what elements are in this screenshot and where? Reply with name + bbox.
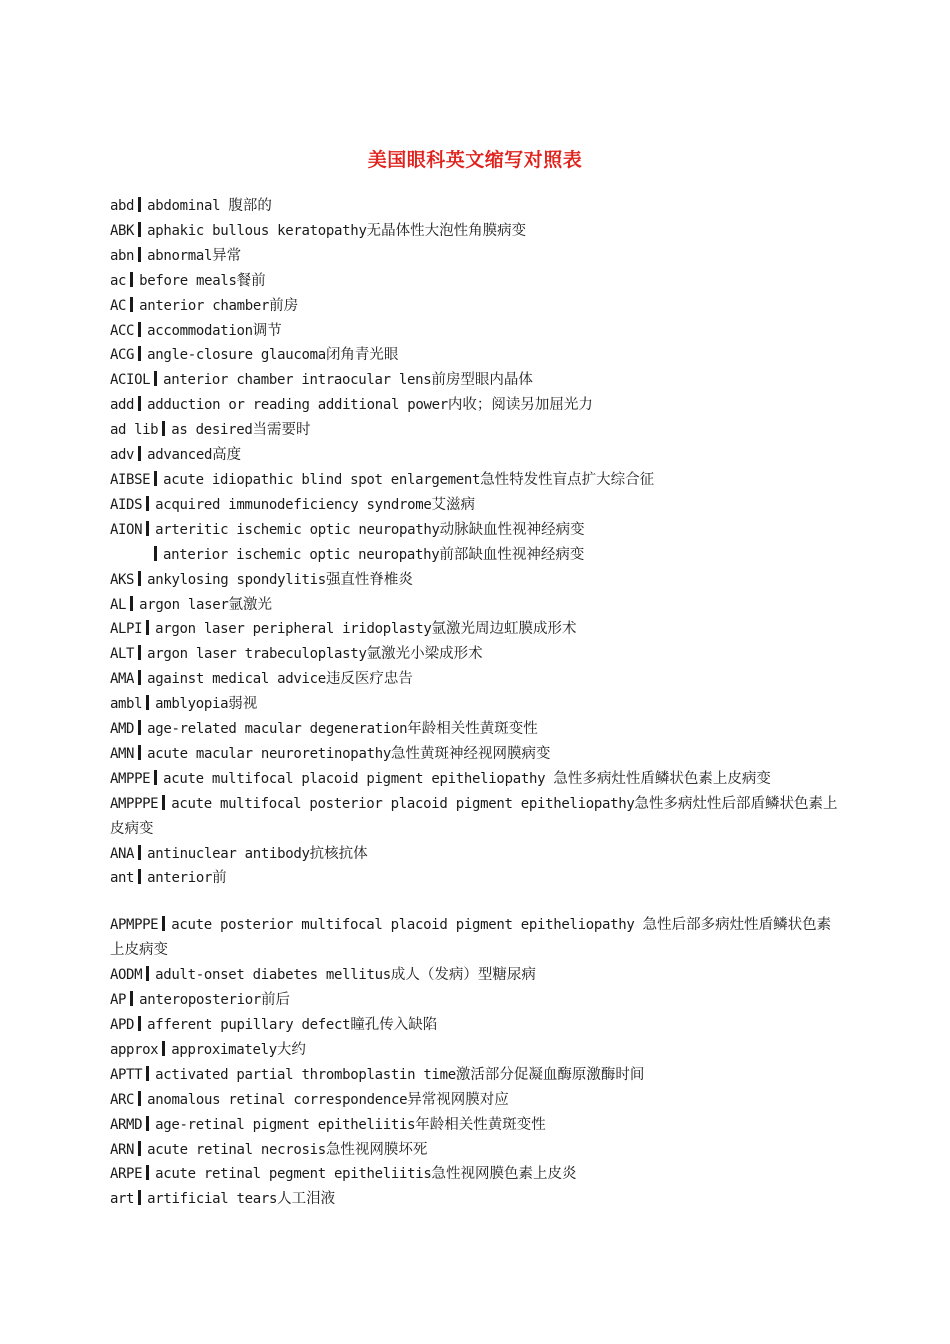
list-item	[110, 717, 840, 742]
english-term: acute idiopathic blind spot enlargement	[163, 471, 481, 488]
chinese-term: 激活部分促凝血酶原激酶时间	[455, 1066, 645, 1083]
list-item	[110, 667, 840, 692]
abbreviation: ambl	[110, 696, 143, 713]
separator-bar	[146, 1066, 149, 1081]
english-term: anterior chamber	[139, 297, 270, 314]
separator-bar	[162, 1041, 165, 1056]
abbreviation: AP	[110, 992, 127, 1009]
abbreviation: ALT	[110, 646, 135, 663]
separator-bar	[138, 1091, 141, 1106]
separator-bar	[154, 471, 157, 486]
abbreviation: ad lib	[110, 422, 159, 439]
abbreviation: AMD	[110, 721, 135, 738]
list-item	[110, 269, 840, 294]
list-item	[110, 568, 840, 593]
separator-bar	[138, 346, 141, 361]
chinese-term: 闭角青光眼	[325, 347, 399, 364]
chinese-term: 成人（发病）型糖尿病	[390, 967, 536, 984]
english-term: angle-closure glaucoma	[147, 347, 326, 364]
abbreviation: approx	[110, 1041, 159, 1058]
chinese-term: 年龄相关性黄斑变性	[415, 1116, 546, 1133]
list-item	[110, 1187, 840, 1212]
english-term: adduction or reading additional power	[147, 397, 448, 414]
abbreviation: APTT	[110, 1066, 143, 1083]
list-item	[110, 642, 840, 667]
list-item	[110, 194, 840, 219]
chinese-term: 强直性脊椎炎	[325, 571, 413, 588]
chinese-term: 急性视网膜色素上皮炎	[431, 1166, 577, 1183]
chinese-term: 抗核抗体	[309, 845, 368, 862]
list-item	[110, 742, 840, 767]
separator-bar	[138, 322, 141, 337]
separator-bar	[138, 845, 141, 860]
chinese-term: 前部缺血性视神经病变	[439, 546, 585, 563]
chinese-term: 弱视	[228, 696, 258, 713]
chinese-term: 年龄相关性黄斑变性	[407, 721, 538, 738]
abbreviation: ARN	[110, 1141, 135, 1158]
abbreviation: ARPE	[110, 1166, 143, 1183]
english-term: argon laser trabeculoplasty	[147, 646, 367, 663]
list-item	[110, 1038, 840, 1063]
list-item	[110, 1063, 840, 1088]
separator-bar	[130, 272, 133, 287]
english-term: anteroposterior	[139, 992, 261, 1009]
english-term: as desired	[171, 422, 253, 439]
separator-bar	[138, 1190, 141, 1205]
chinese-term: 大约	[276, 1041, 306, 1058]
separator-bar	[146, 1116, 149, 1131]
chinese-term: 氩激光	[228, 596, 272, 613]
abbreviation: ACG	[110, 347, 135, 364]
english-term: adult-onset diabetes mellitus	[155, 967, 391, 984]
chinese-term: 异常视网膜对应	[407, 1091, 509, 1108]
chinese-term: 急性多病灶性盾鳞状色素上皮病变	[553, 770, 771, 787]
chinese-term: 前后	[261, 992, 290, 1009]
english-term: abdominal	[147, 198, 229, 214]
chinese-term: 急性特发性盲点扩大综合征	[480, 471, 655, 488]
separator-bar	[162, 795, 165, 810]
english-term: before meals	[139, 272, 237, 289]
list-item	[110, 692, 840, 717]
abbreviation: ACC	[110, 322, 135, 339]
list-item	[110, 767, 840, 792]
chinese-term: 艾滋病	[431, 496, 476, 513]
abbreviation: ABK	[110, 222, 135, 239]
chinese-term: 调节	[252, 322, 282, 339]
abbreviation: AODM	[110, 967, 143, 984]
english-term: amblyopia	[155, 696, 229, 713]
abbreviation: ALPI	[110, 621, 143, 638]
list-item	[110, 913, 840, 963]
chinese-term: 前	[212, 870, 227, 887]
list-item	[110, 343, 840, 368]
english-term: activated partial thromboplastin time	[155, 1066, 456, 1083]
chinese-term: 餐前	[236, 272, 266, 289]
list-item	[110, 393, 840, 418]
english-term: approximately	[171, 1041, 277, 1058]
chinese-term: 异常	[212, 247, 242, 264]
english-term: anterior ischemic optic neuropathy	[163, 546, 440, 563]
abbreviation: abd	[110, 198, 135, 214]
chinese-term: 当需要时	[252, 422, 311, 439]
abbreviation: AMPPPE	[110, 795, 159, 812]
list-item	[110, 792, 840, 842]
separator-bar	[146, 695, 149, 710]
english-term: ankylosing spondylitis	[147, 571, 326, 588]
separator-bar	[146, 620, 149, 635]
english-term: anomalous retinal correspondence	[147, 1091, 408, 1108]
abbreviation: adv	[110, 447, 135, 464]
english-term: acute macular neuroretinopathy	[147, 745, 391, 762]
list-item	[110, 319, 840, 344]
chinese-term: 急性视网膜坏死	[325, 1141, 428, 1158]
list-item	[110, 443, 840, 468]
list-item	[110, 842, 840, 867]
chinese-term: 人工泪液	[277, 1191, 336, 1208]
chinese-term: 急性后部多病灶性盾鳞状色素上皮病变	[110, 917, 832, 959]
list-item	[110, 988, 840, 1013]
abbreviation: APMPPE	[110, 917, 159, 934]
separator-bar	[138, 197, 141, 212]
list-item	[110, 543, 840, 568]
english-term: age-retinal pigment epitheliitis	[155, 1116, 416, 1133]
abbreviation: AION	[110, 521, 143, 538]
english-term: acute multifocal placoid pigment epitheliopathy	[163, 770, 554, 787]
english-term: aphakic bullous keratopathy	[147, 222, 367, 239]
separator-bar	[130, 991, 133, 1006]
abbreviation: AMPPE	[110, 770, 151, 787]
separator-bar	[138, 571, 141, 586]
abbreviation: AL	[110, 596, 127, 613]
list-item	[110, 593, 840, 618]
abbreviation: art	[110, 1191, 135, 1208]
separator-bar	[138, 1016, 141, 1031]
english-term: age-related macular degeneration	[147, 721, 408, 738]
separator-bar	[146, 1165, 149, 1180]
english-term: acute posterior multifocal placoid pigment epitheliopathy	[171, 917, 643, 934]
english-term: antinuclear antibody	[147, 845, 310, 862]
list-item	[110, 493, 840, 518]
list-item	[110, 1088, 840, 1113]
separator-bar	[138, 446, 141, 461]
abbreviation: ARMD	[110, 1116, 143, 1133]
abbreviation: ac	[110, 272, 127, 289]
chinese-term: 前房	[269, 297, 299, 314]
chinese-term: 内收；阅读另加屈光力	[447, 397, 593, 414]
separator-bar	[130, 596, 133, 611]
chinese-term: 前房型眼内晶体	[431, 372, 533, 389]
abbreviation: abn	[110, 247, 135, 264]
abbreviation: AKS	[110, 571, 135, 588]
english-term: abnormal	[147, 247, 213, 264]
chinese-term: 氩激光周边虹膜成形术	[431, 621, 577, 638]
english-term: anterior	[147, 870, 213, 887]
list-item	[110, 294, 840, 319]
abbreviation: AMA	[110, 671, 135, 688]
list-item	[110, 1138, 840, 1163]
chinese-term: 违反医疗忠告	[325, 671, 413, 688]
english-term: argon laser peripheral iridoplasty	[155, 621, 432, 638]
chinese-term: 动脉缺血性视神经病变	[439, 521, 585, 538]
separator-bar	[138, 222, 141, 237]
english-term: accommodation	[147, 322, 253, 339]
separator-bar	[138, 1141, 141, 1156]
separator-bar	[162, 916, 165, 931]
chinese-term: 急性黄斑神经视网膜病变	[390, 745, 551, 762]
chinese-term: 氩激光小梁成形术	[366, 646, 483, 663]
list-item	[110, 518, 840, 543]
chinese-term: 高度	[212, 447, 242, 464]
list-item	[110, 418, 840, 443]
abbreviation: ARC	[110, 1091, 135, 1108]
list-item	[110, 963, 840, 988]
chinese-term: 无晶体性大泡性角膜病变	[366, 222, 527, 239]
abbreviation: APD	[110, 1017, 135, 1033]
abbreviation: ANA	[110, 845, 135, 862]
abbreviation: AIDS	[110, 496, 143, 513]
separator-bar	[138, 645, 141, 660]
list-item	[110, 1013, 840, 1038]
abbreviation: AMN	[110, 745, 135, 762]
chinese-term: 腹部的	[228, 198, 272, 214]
list-item	[110, 866, 840, 891]
separator-bar	[130, 297, 133, 312]
english-term: acute multifocal posterior placoid pigment epitheliopathy	[171, 795, 635, 812]
abbreviation: add	[110, 397, 135, 414]
english-term: argon laser	[139, 596, 229, 613]
list-item	[110, 468, 840, 493]
english-term: afferent pupillary defect	[147, 1017, 351, 1033]
english-term: against medical advice	[147, 671, 326, 688]
separator-bar	[146, 496, 149, 511]
list-item	[110, 368, 840, 393]
english-term: acute retinal pegment epitheliitis	[155, 1166, 432, 1183]
separator-bar	[138, 720, 141, 735]
separator-bar	[154, 371, 157, 386]
separator-bar	[138, 396, 141, 411]
document-title: 美国眼科英文缩写对照表	[367, 149, 583, 171]
separator-bar	[154, 770, 157, 785]
separator-bar	[154, 546, 157, 561]
english-term: acute retinal necrosis	[147, 1141, 326, 1158]
abbreviation: AIBSE	[110, 471, 151, 488]
separator-bar	[146, 966, 149, 981]
abbreviation: ACIOL	[110, 372, 151, 389]
english-term: advanced	[147, 447, 213, 464]
english-term: anterior chamber intraocular lens	[163, 372, 432, 389]
list-item	[110, 617, 840, 642]
separator-bar	[138, 745, 141, 760]
chinese-term: 瞳孔传入缺陷	[350, 1017, 438, 1033]
list-item	[110, 244, 840, 269]
abbreviation-list	[110, 194, 840, 1212]
list-item	[110, 1113, 840, 1138]
list-item	[110, 1162, 840, 1187]
separator-bar	[138, 869, 141, 884]
separator-bar	[138, 247, 141, 262]
chinese-term: 急性多病灶性后部盾鳞状色素上皮病变	[110, 795, 838, 837]
abbreviation: AC	[110, 297, 127, 314]
list-item	[110, 219, 840, 244]
english-term: arteritic ischemic optic neuropathy	[155, 521, 440, 538]
separator-bar	[162, 421, 165, 436]
separator-bar	[138, 670, 141, 685]
separator-bar	[146, 521, 149, 536]
english-term: artificial tears	[147, 1191, 278, 1208]
abbreviation: ant	[110, 870, 135, 887]
english-term: acquired immunodeficiency syndrome	[155, 496, 432, 513]
